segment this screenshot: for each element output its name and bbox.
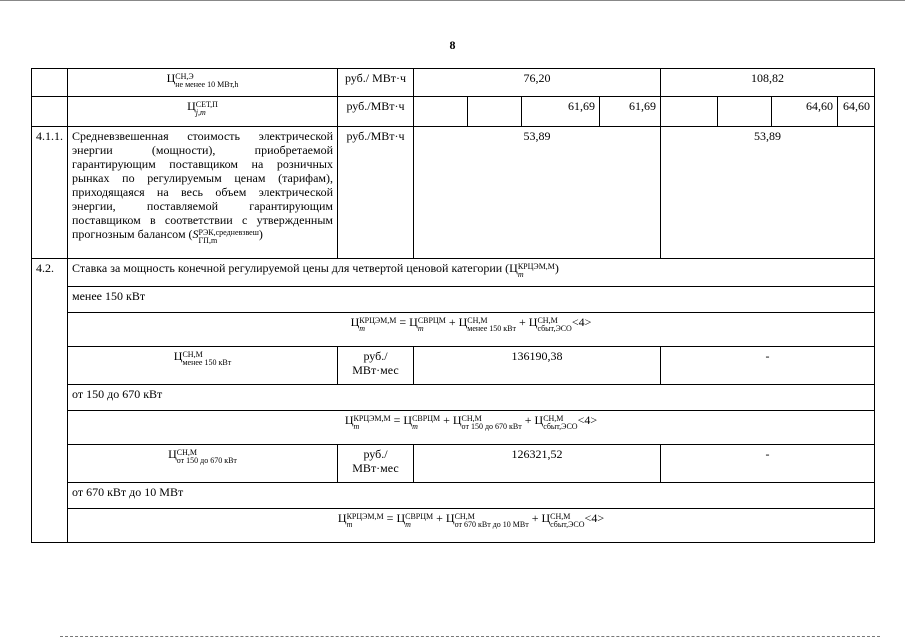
table-row bbox=[32, 259, 875, 287]
page-number: 8 bbox=[449, 38, 456, 52]
value-cell: 108,82 bbox=[661, 69, 875, 97]
row-number: 4.1.1. bbox=[32, 127, 68, 259]
formula-cell: Ц СН,М от 150 до 670 кВт bbox=[68, 445, 338, 483]
tariff-table bbox=[31, 68, 875, 543]
unit-cell: руб./МВт·ч bbox=[338, 97, 414, 127]
value-cell bbox=[414, 97, 468, 127]
value-cell bbox=[718, 97, 772, 127]
formula-cell: Ц КРЦЭМ,М m = Ц СВРЦМ m + Ц СН,М от 670 кВт до 10 МВт + Ц СН,М сбыт,ЭСО <4> bbox=[68, 509, 875, 543]
table-row bbox=[32, 385, 875, 411]
table-row bbox=[32, 509, 875, 543]
formula-cell: Ц СН,Э не менее 10 МВт,h bbox=[68, 69, 338, 97]
table-row bbox=[32, 313, 875, 347]
formula-cell: Ц СН,М менее 150 кВт bbox=[68, 347, 338, 385]
description-cell: Средневзвешенная стоимость электрической энергии (мощности), приобретаемой гарантирующим поставщиком на розничных рынках по регулируемым ценам (тарифам), приходящаяся на весь объем электрической энергии, поставляемой гарантирующим поставщиком в соответствии с утвержденным прогнозным балансом (S РЭК,средневзвеш ГП,m ) bbox=[68, 127, 338, 259]
value-cell: 61,69 bbox=[600, 97, 661, 127]
table-row bbox=[32, 97, 875, 127]
unit-cell: руб./ МВт·ч bbox=[338, 69, 414, 97]
table-row bbox=[32, 445, 875, 483]
table-row bbox=[32, 483, 875, 509]
value-cell: 136190,38 bbox=[414, 347, 661, 385]
value-cell bbox=[661, 97, 718, 127]
value-cell: - bbox=[661, 347, 875, 385]
value-cell: 53,89 bbox=[414, 127, 661, 259]
unit-cell: руб./ МВт·мес bbox=[338, 347, 414, 385]
scan-edge-top bbox=[0, 0, 905, 1]
table-row bbox=[32, 347, 875, 385]
value-cell: 64,60 bbox=[772, 97, 838, 127]
row-number: 4.2. bbox=[32, 259, 68, 543]
unit-cell: руб./МВт·ч bbox=[338, 127, 414, 259]
unit-cell: руб./ МВт·мес bbox=[338, 445, 414, 483]
value-cell: 64,60 bbox=[838, 97, 875, 127]
group-label: от 150 до 670 кВт bbox=[68, 385, 875, 411]
value-cell: 53,89 bbox=[661, 127, 875, 259]
value-cell: 61,69 bbox=[522, 97, 600, 127]
value-cell bbox=[468, 97, 522, 127]
table-row bbox=[32, 287, 875, 313]
group-label: от 670 кВт до 10 МВт bbox=[68, 483, 875, 509]
formula-cell: Ц КРЦЭМ,М m = Ц СВРЦМ m + Ц СН,М от 150 до 670 кВт + Ц СН,М сбыт,ЭСО <4> bbox=[68, 411, 875, 445]
table-row bbox=[32, 127, 875, 259]
value-cell: 76,20 bbox=[414, 69, 661, 97]
formula-cell: Ц КРЦЭМ,М m = Ц СВРЦМ m + Ц СН,М менее 150 кВт + Ц СН,М сбыт,ЭСО <4> bbox=[68, 313, 875, 347]
row-number-cell bbox=[32, 69, 68, 97]
scan-edge-bottom bbox=[60, 636, 880, 638]
formula-cell: Ц СЕТ,П j,m bbox=[68, 97, 338, 127]
table-row bbox=[32, 411, 875, 445]
value-cell: 126321,52 bbox=[414, 445, 661, 483]
section-heading-cell: Ставка за мощность конечной регулируемой цены для четвертой ценовой категории (Ц КРЦЭМ,М m ) bbox=[68, 259, 875, 287]
value-cell: - bbox=[661, 445, 875, 483]
table-row bbox=[32, 69, 875, 97]
group-label: менее 150 кВт bbox=[68, 287, 875, 313]
row-number-cell bbox=[32, 97, 68, 127]
